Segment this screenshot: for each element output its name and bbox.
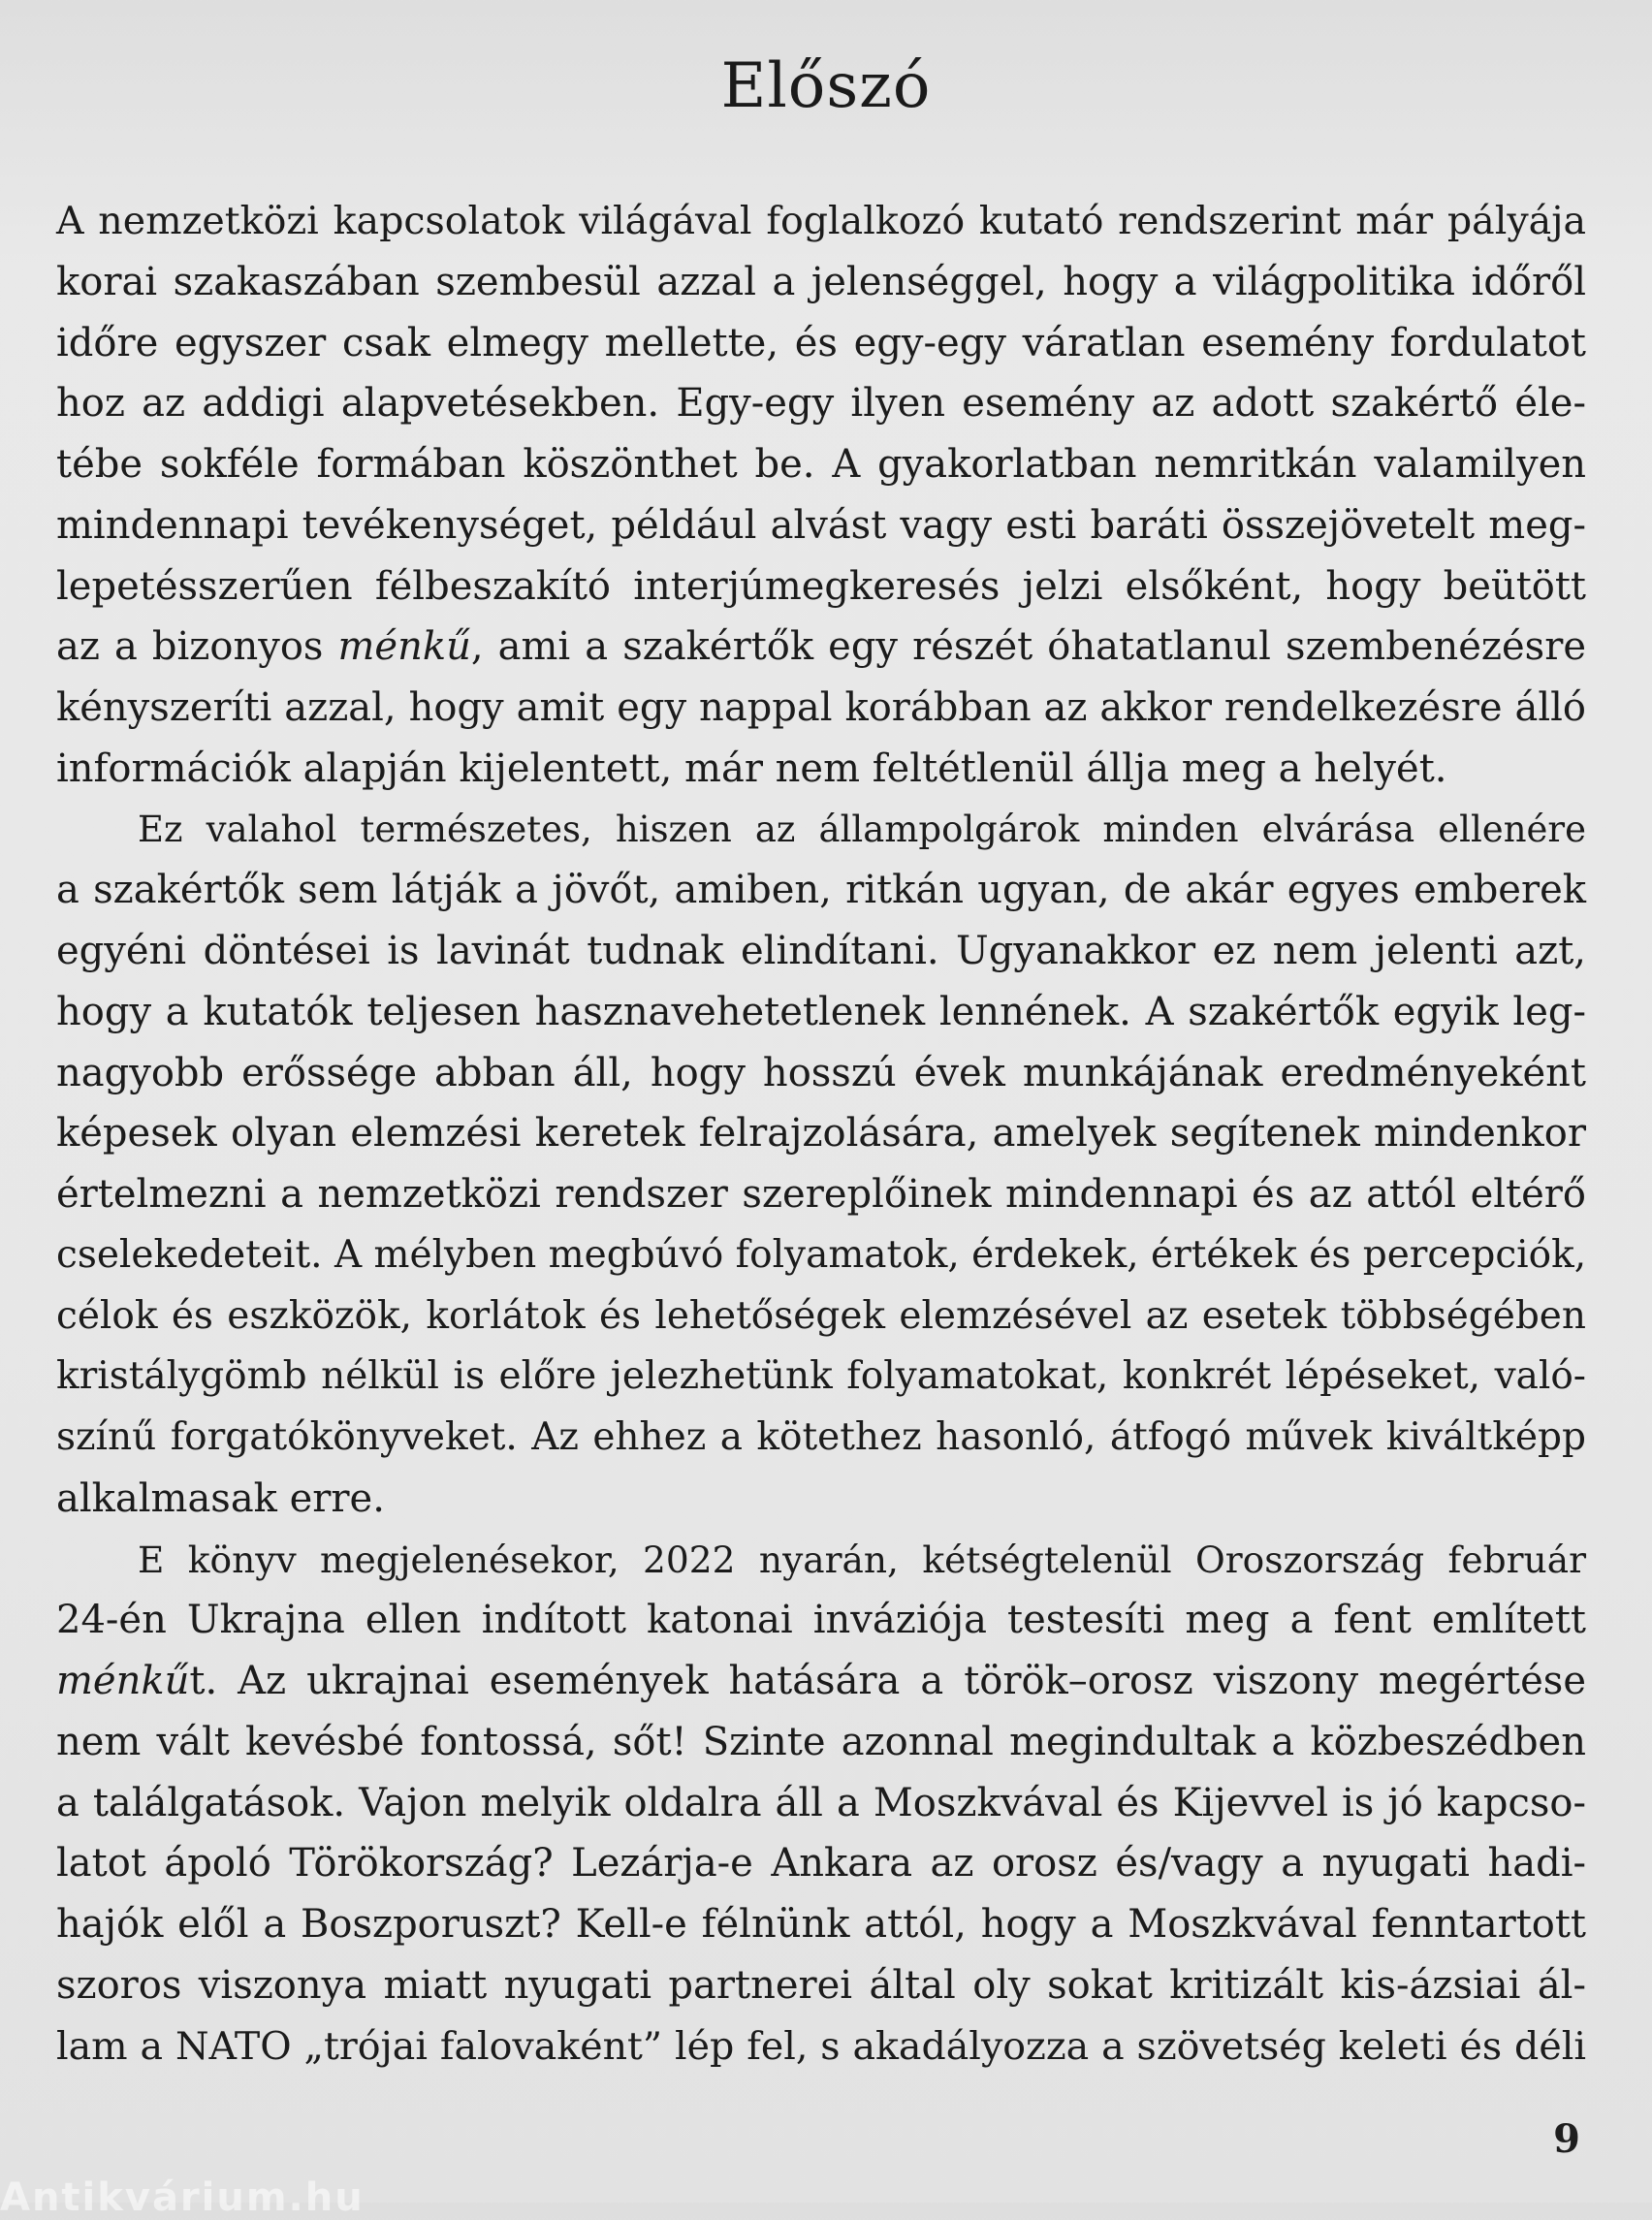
text-line: latot ápoló Törökország? Lezárja-e Ankara az orosz és/vagy a nyugati hadi-	[56, 1841, 1586, 1887]
text-segment: t. Az ukrajnai események hatására a török–orosz viszony megértése	[189, 1659, 1586, 1703]
text-line: célok és eszközök, korlátok és lehetőségek elemzésével az esetek többségében	[56, 1293, 1586, 1338]
text-segment: , ami a szakértők egy részét óhatatlanul szembenézésre	[470, 624, 1586, 670]
text-line: időre egyszer csak elmegy mellette, és egy-egy váratlan esemény fordulatot	[56, 320, 1586, 365]
text-line: cselekedeteit. A mélyben megbúvó folyamatok, érdekek, értékek és percepciók,	[56, 1232, 1587, 1277]
emphasized-term: ménkű	[337, 624, 471, 670]
text-line: egyéni döntései is lavinát tudnak elindítani. Ugyanakkor ez nem jelenti azt,	[56, 929, 1586, 973]
text-line: A nemzetközi kapcsolatok világával foglalkozó kutató rendszerint már pályája	[56, 199, 1586, 243]
text-line: a szakértők sem látják a jövőt, amiben, ritkán ugyan, de akár egyes emberek	[56, 868, 1586, 913]
text-segment: az a bizonyos	[56, 624, 338, 670]
watermark: Antikvárium.hu	[0, 2175, 365, 2220]
text-line	[56, 617, 1586, 678]
text-line: mindennapi tevékenységet, például alvást vagy esti baráti összejövetelt meg-	[56, 502, 1586, 548]
text-line: hogy a kutatók teljesen hasznavehetetlenek lennének. A szakértők egyik leg-	[56, 989, 1586, 1034]
text-line	[56, 1651, 1586, 1712]
text-line: hajók elől a Boszporuszt? Kell-e félnünk attól, hogy a Moszkvával fenntartott	[56, 1902, 1586, 1947]
text-line: tébe sokféle formában köszönthet be. A gyakorlatban nemritkán valamilyen	[56, 442, 1586, 487]
text-line: szoros viszonya miatt nyugati partnerei által oly sokat kritizált kis-ázsiai ál-	[56, 1962, 1586, 2008]
page-number: 9	[1553, 2116, 1580, 2162]
text-line: 24-én Ukrajna ellen indított katonai inváziója testesíti meg a fent említett	[56, 1598, 1586, 1643]
text-line: nagyobb erőssége abban áll, hogy hosszú évek munkájának eredményeként	[56, 1050, 1586, 1095]
emphasized-term: ménkű	[56, 1659, 190, 1703]
text-line: lepetésszerűen félbeszakító interjúmegkeresés jelzi elsőként, hogy beütött	[56, 563, 1586, 609]
text-line: kényszeríti azzal, hogy amit egy nappal korábban az akkor rendelkezésre álló	[56, 685, 1586, 730]
text-line: E könyv megjelenésekor, 2022 nyarán, kétségtelenül Oroszország február	[138, 1538, 1586, 1581]
text-line: értelmezni a nemzetközi rendszer szereplőinek mindennapi és az attól eltérő	[56, 1172, 1586, 1217]
text-line: hoz az addigi alapvetésekben. Egy-egy ilyen esemény az adott szakértő éle-	[56, 381, 1586, 427]
text-line: Ez valahol természetes, hiszen az állampolgárok minden elvárása ellenére	[138, 808, 1586, 850]
text-line: alkalmasak erre.	[56, 1475, 385, 1521]
body-text	[56, 191, 1586, 2077]
text-line: nem vált kevésbé fontossá, sőt! Szinte azonnal megindultak a közbeszédben	[56, 1719, 1586, 1764]
page-title: Előszó	[720, 50, 932, 122]
text-line: információk alapján kijelentett, már nem feltétlenül állja meg a helyét.	[56, 745, 1447, 791]
text-line: képesek olyan elemzési keretek felrajzolására, amelyek segítenek mindenkor	[56, 1111, 1586, 1157]
text-line: korai szakaszában szembesül azzal a jelenséggel, hogy a világpolitika időről	[56, 259, 1586, 304]
text-line: lam a NATO „trójai falovaként” lép fel, s akadályozza a szövetség keleti és déli	[56, 2023, 1586, 2069]
text-line: a találgatások. Vajon melyik oldalra áll a Moszkvával és Kijevvel is jó kapcso-	[56, 1780, 1586, 1825]
text-line: kristálygömb nélkül is előre jelezhetünk folyamatokat, konkrét lépéseket, való-	[56, 1354, 1586, 1399]
text-line: színű forgatókönyveket. Az ehhez a kötethez hasonló, átfogó művek kiváltképp	[56, 1415, 1586, 1459]
